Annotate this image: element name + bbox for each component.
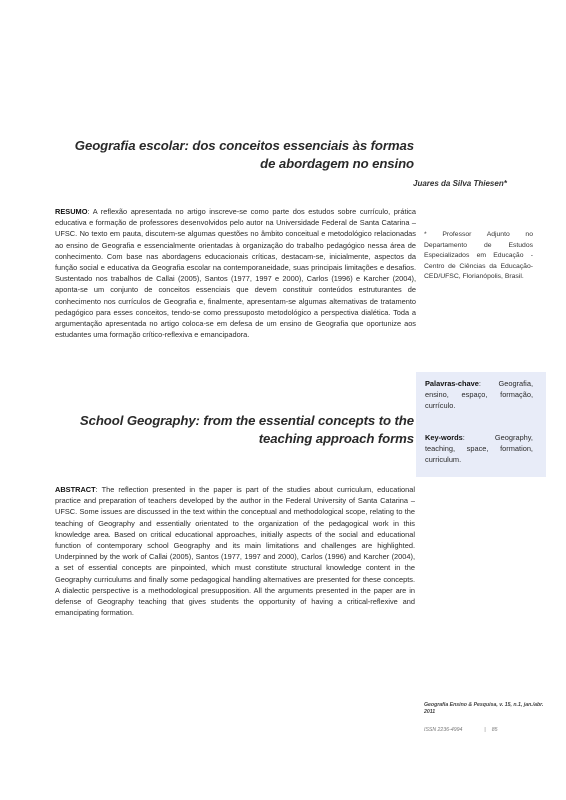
abstract-paragraph <box>55 484 415 618</box>
abstract-label: ABSTRACT <box>55 485 96 494</box>
resumo-paragraph <box>55 206 416 340</box>
keywords-en <box>425 432 533 466</box>
keywords-pt <box>425 378 533 412</box>
author-affiliation: * Professor Adjunto no Departamento de Estudos Especializados em Educação - Centro de Ciências da Educação-CED/UFSC, Florianópolis, Brasil. <box>424 231 533 281</box>
resumo-label: RESUMO <box>55 207 88 216</box>
page-number: 85 <box>491 727 498 733</box>
keywords-pt-label: Palavras-chave <box>425 379 479 388</box>
abstract-text: : The reflection presented in the paper is part of the studies about curriculum, educational practice and preparation of teachers developed by the author in the Federal University of Santa Catarina – UFSC. Some issues are discussed in the text within the conceptual and methodological scope, relating to the teaching of Geography and essentially orientated to the organization of the pedagogical work in this knowledge area. Based on critical educational approaches, initially aspects of the social and educational function of contemporary school Geography and its main limitations and challenges are highlighted. Underpinned by the work of Callai (2005), Santos (1977, 1997 and 2000), Carlos (1996) and Karcher (2004), a set of essential concepts are pinpointed, which must constitute structural knowledge content in the Geography curriculums and finally some pedagogical handling alternatives are presented for these concepts. A dialectic perspective is a methodological presupposition. All the arguments presented in the paper are in defense of Geography teaching that gives students the opportunity of having a critical-reflexive and emancipating formation. <box>55 485 415 618</box>
issn-line <box>424 727 548 734</box>
keywords-en-label: Key-words <box>425 433 463 442</box>
author-name: Juares da Silva Thiesen* <box>413 179 507 188</box>
resumo-text: : A reflexão apresentada no artigo inscreve-se como parte dos estudos sobre currículo, prática educativa e formação de professores desenvolvidos pelo autor na Universidade Federal de Santa Catarina – UFSC. No texto em pauta, discutem-se algumas questões no âmbito conceitual e metodológico relacionadas ao ensino de Geografia e essencialmente orientadas à organização do trabalho pedagógico nessa área de conhecimento. Com base nas abordagens educacionais críticas, destacam-se, inicialmente, aspectos da função social e educativa da Geografia escolar na contemporaneidade, suas principais limitações e desafios. Sustentado nos trabalhos de Callai (2005), Santos (1977, 1997 e 2000), Carlos (1996) e Karcher (2004), aponta-se um conjunto de conceitos essenciais que devem constituir conteúdos estruturantes de conhecimento nos currículos de Geografia e, finalmente, apresentam-se algumas alternativas de tratamento pedagógico para esses conceitos, tendo-se como pressuposto metodológico a perspectiva dialética. Toda a argumentação apresentada no artigo coloca-se em defesa de um ensino de Geografia que oportunize aos estudantes uma formação crítico-reflexiva e emancipadora. <box>55 207 416 340</box>
footer-separator: | <box>484 727 486 733</box>
keywords-pt-text: : Geografia, ensino, espaço, formação, currículo. <box>425 379 533 411</box>
keywords-en-text: : Geography, teaching, space, formation, curriculum. <box>425 433 533 465</box>
article-title-en: School Geography: from the essential concepts to the teaching approach forms <box>79 413 414 446</box>
issn-text: ISSN 2236-4994 <box>424 727 463 733</box>
article-title-pt: Geografia escolar: dos conceitos essenciais às formas de abordagem no ensino <box>74 138 414 171</box>
journal-citation: Geografia Ensino & Pesquisa, v. 15, n.1, jan./abr. 2011 <box>424 702 544 716</box>
